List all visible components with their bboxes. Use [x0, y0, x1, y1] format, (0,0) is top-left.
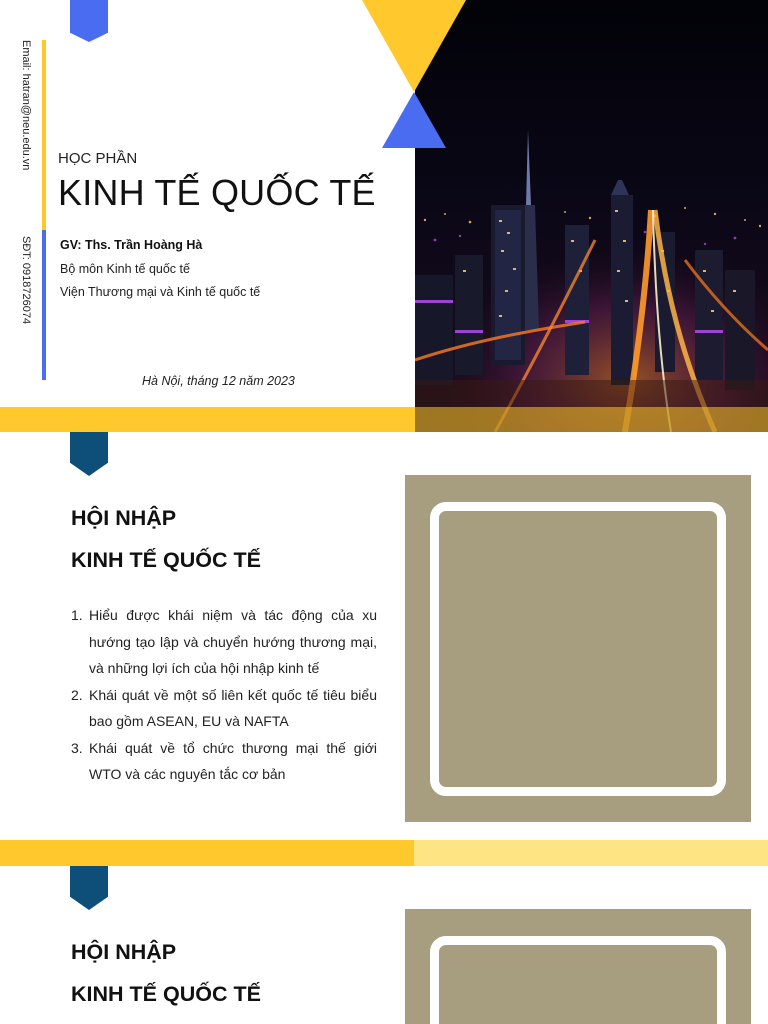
slide-heading-line2: KINH TẾ QUỐC TẾ	[71, 982, 261, 1006]
phone-contact: SĐT: 0918726074	[20, 236, 32, 325]
yellow-footer-band	[0, 407, 415, 432]
translucent-footer-band	[415, 407, 768, 432]
light-yellow-footer-band	[414, 840, 768, 866]
list-item-number: 2.	[71, 686, 83, 703]
course-label: HỌC PHẦN	[58, 150, 138, 167]
image-placeholder-frame	[430, 502, 726, 796]
blue-triangle-decoration	[382, 92, 446, 148]
city-night-photo	[415, 0, 768, 432]
list-item	[71, 735, 377, 788]
slide-heading-line1: HỘI NHẬP	[71, 940, 177, 964]
department-name: Bộ môn Kinh tế quốc tế	[60, 262, 190, 276]
yellow-vertical-line	[42, 40, 46, 230]
presentation-date: Hà Nội, tháng 12 năm 2023	[142, 374, 295, 388]
teacher-name: GV: Ths. Trần Hoàng Hà	[60, 238, 203, 252]
navy-pennant-decoration	[70, 432, 108, 476]
list-item-number: 1.	[71, 607, 83, 623]
city-skyline-illustration	[415, 0, 768, 432]
list-item-text: Hiểu được khái niệm và tác động của xu hướng tạo lập và chuyển hướng thương mại, và những lợi ích của hội nhập kinh tế	[89, 607, 377, 676]
list-item	[71, 682, 377, 735]
institute-name: Viện Thương mại và Kinh tế quốc tế	[60, 285, 261, 299]
objectives-list	[71, 602, 377, 788]
list-item-text: Khái quát về một số liên kết quốc tế tiêu biểu bao gồm ASEAN, EU và NAFTA	[89, 686, 377, 729]
list-item	[71, 602, 377, 682]
title-slide	[0, 0, 768, 432]
blue-vertical-line	[42, 230, 46, 380]
yellow-footer-band	[0, 840, 414, 866]
yellow-triangle-decoration	[362, 0, 466, 92]
email-contact: Email: hatran@neu.edu.vn	[20, 40, 32, 171]
course-title: KINH TẾ QUỐC TẾ	[58, 172, 376, 213]
image-placeholder-panel	[405, 909, 751, 1024]
image-placeholder-panel	[405, 475, 751, 822]
list-item-number: 3.	[71, 739, 83, 756]
list-item-text: Khái quát về tổ chức thương mại thế giới WTO và các nguyên tắc cơ bản	[89, 739, 377, 782]
objectives-slide-repeat	[0, 866, 768, 1024]
slide-heading-line1: HỘI NHẬP	[71, 506, 177, 530]
image-placeholder-frame	[430, 936, 726, 1024]
slide-heading-line2: KINH TẾ QUỐC TẾ	[71, 548, 261, 572]
blue-pennant-decoration	[70, 0, 108, 42]
navy-pennant-decoration	[70, 866, 108, 910]
objectives-slide	[0, 432, 768, 866]
